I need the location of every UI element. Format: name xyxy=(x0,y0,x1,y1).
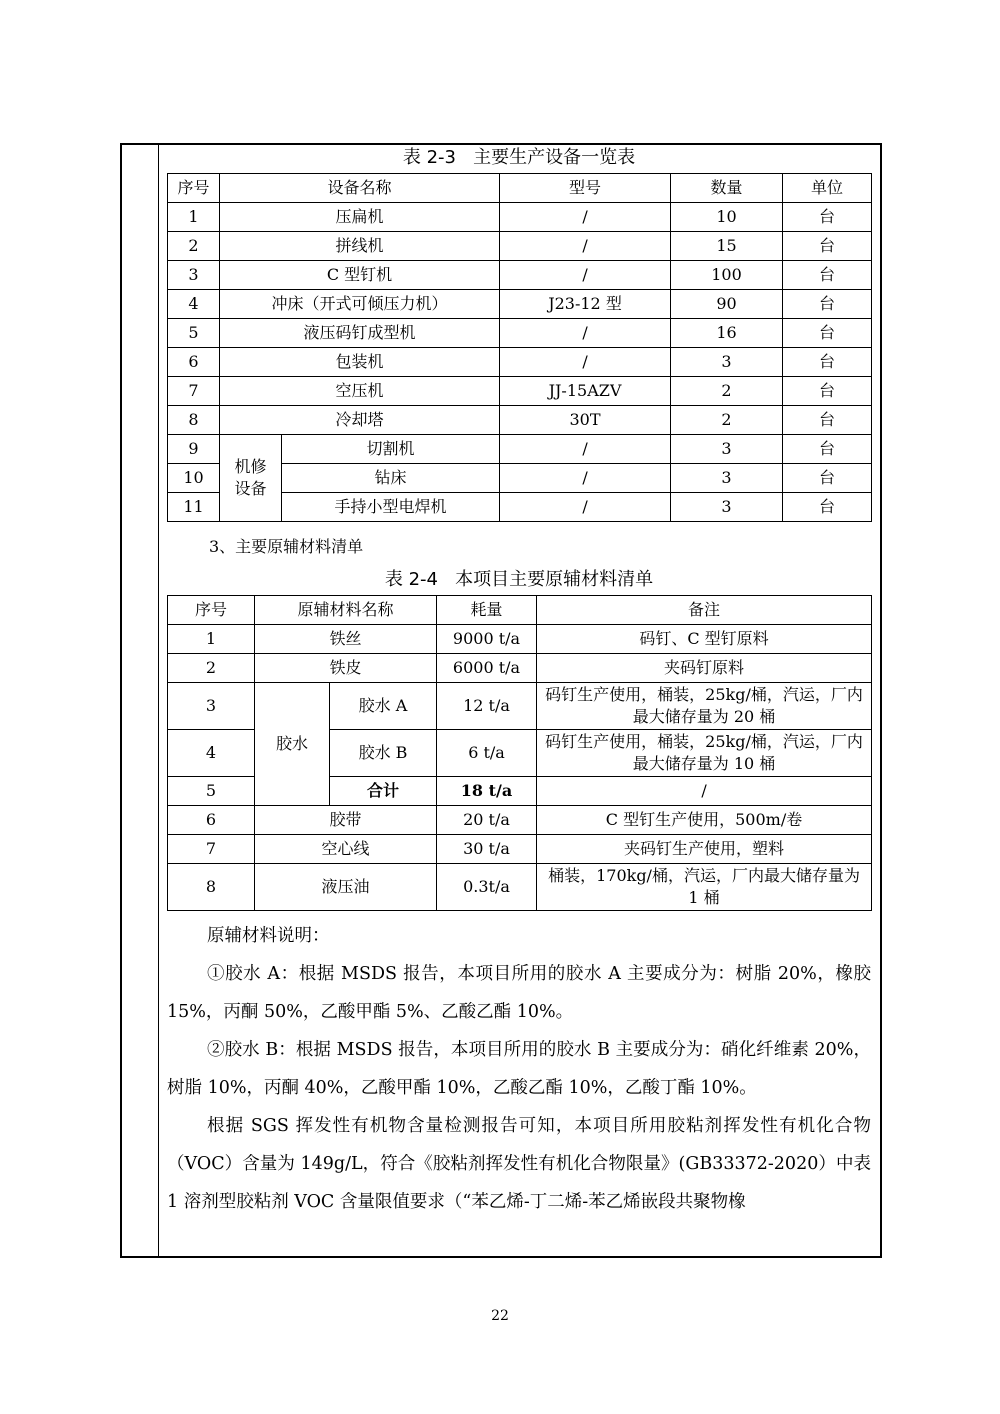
cell: 桶装，170kg/桶，汽运，厂内最大储存量为 1 桶 xyxy=(537,864,872,911)
cell: J23-12 型 xyxy=(500,290,671,319)
left-column-divider xyxy=(158,143,159,1258)
cell: 压扁机 xyxy=(220,203,500,232)
cell: JJ-15AZV xyxy=(500,377,671,406)
cell: 液压油 xyxy=(255,864,437,911)
cell: 11 xyxy=(168,493,220,522)
cell: 8 xyxy=(168,864,255,911)
cell: 30 t/a xyxy=(437,835,537,864)
table-row xyxy=(168,261,872,290)
cell: 台 xyxy=(783,348,872,377)
group-label-cell: 机修设备 xyxy=(220,435,282,522)
cell: 2 xyxy=(671,406,783,435)
cell: 6 xyxy=(168,348,220,377)
cell: 胶水 A xyxy=(330,683,437,730)
cell: 8 xyxy=(168,406,220,435)
header-cell: 型号 xyxy=(500,174,671,203)
table-row xyxy=(168,654,872,683)
cell: / xyxy=(500,232,671,261)
cell: 5 xyxy=(168,777,255,806)
cell: 7 xyxy=(168,377,220,406)
cell: 台 xyxy=(783,406,872,435)
cell: 0.3t/a xyxy=(437,864,537,911)
cell: 2 xyxy=(168,232,220,261)
cell: 台 xyxy=(783,261,872,290)
cell: 台 xyxy=(783,464,872,493)
cell: / xyxy=(537,777,872,806)
cell: 18 t/a xyxy=(437,777,537,806)
cell: 9 xyxy=(168,435,220,464)
cell: 合计 xyxy=(330,777,437,806)
cell: 3 xyxy=(168,683,255,730)
cell: 4 xyxy=(168,290,220,319)
table-2-3-caption: 表 2-3 主要生产设备一览表 xyxy=(402,147,636,168)
table-row xyxy=(168,835,872,864)
table-row xyxy=(168,290,872,319)
cell: 码钉生产使用，桶装，25kg/桶，汽运，厂内最大储存量为 10 桶 xyxy=(537,730,872,777)
cell: / xyxy=(500,435,671,464)
cell: 15 xyxy=(671,232,783,261)
table-row xyxy=(168,625,872,654)
table-row xyxy=(168,683,872,730)
cell: 3 xyxy=(671,348,783,377)
cell: / xyxy=(500,348,671,377)
table-header-row xyxy=(168,596,872,625)
cell: 90 xyxy=(671,290,783,319)
cell: / xyxy=(500,203,671,232)
notes-heading: 原辅材料说明： xyxy=(207,926,330,946)
cell: 铁丝 xyxy=(255,625,437,654)
header-cell: 序号 xyxy=(168,596,255,625)
cell: 夹码钉原料 xyxy=(537,654,872,683)
cell: 切割机 xyxy=(282,435,500,464)
page-number: 22 xyxy=(491,1308,509,1324)
note-glue-a: ①胶水 A：根据 MSDS 报告，本项目所用的胶水 A 主要成分为：树脂 20%，橡胶 15%，丙酮 50%，乙酸甲酯 5%、乙酸乙酯 10%。 xyxy=(167,964,871,1022)
header-cell: 单位 xyxy=(783,174,872,203)
cell: 胶水 B xyxy=(330,730,437,777)
cell: 5 xyxy=(168,319,220,348)
cell: / xyxy=(500,493,671,522)
cell: / xyxy=(500,464,671,493)
cell: 台 xyxy=(783,435,872,464)
cell: C 型钉机 xyxy=(220,261,500,290)
cell: 6000 t/a xyxy=(437,654,537,683)
cell: 夹码钉生产使用，塑料 xyxy=(537,835,872,864)
cell: 9000 t/a xyxy=(437,625,537,654)
cell: 钻床 xyxy=(282,464,500,493)
cell: 3 xyxy=(671,464,783,493)
cell: / xyxy=(500,261,671,290)
cell: 10 xyxy=(671,203,783,232)
section-heading: 3、主要原辅材料清单 xyxy=(209,537,364,556)
note-voc: 根据 SGS 挥发性有机物含量检测报告可知，本项目所用胶粘剂挥发性有机化合物（VOC）含量为 149g/L，符合《胶粘剂挥发性有机化合物限量》(GB33372-2020）中表 1 溶剂型胶粘剂 VOC 含量限值要求（“苯乙烯-丁二烯-苯乙烯嵌段共聚物橡 xyxy=(167,1116,871,1212)
cell: 20 t/a xyxy=(437,806,537,835)
header-cell: 原辅材料名称 xyxy=(255,596,437,625)
glue-group-cell: 胶水 xyxy=(255,683,330,806)
cell: 4 xyxy=(168,730,255,777)
header-cell: 设备名称 xyxy=(220,174,500,203)
table-row xyxy=(168,203,872,232)
cell: 10 xyxy=(168,464,220,493)
cell: 7 xyxy=(168,835,255,864)
cell: 台 xyxy=(783,290,872,319)
table-row xyxy=(168,435,872,464)
cell: 拼线机 xyxy=(220,232,500,261)
table-header-row xyxy=(168,174,872,203)
cell: 3 xyxy=(671,493,783,522)
table-row xyxy=(168,348,872,377)
cell: 30T xyxy=(500,406,671,435)
cell: 2 xyxy=(168,654,255,683)
materials-table xyxy=(167,595,872,911)
cell: 6 t/a xyxy=(437,730,537,777)
table-row xyxy=(168,406,872,435)
cell: 台 xyxy=(783,377,872,406)
cell: 3 xyxy=(168,261,220,290)
table-row xyxy=(168,319,872,348)
cell: 包装机 xyxy=(220,348,500,377)
cell: 2 xyxy=(671,377,783,406)
cell: 台 xyxy=(783,319,872,348)
equipment-table xyxy=(167,173,872,522)
cell: 码钉、C 型钉原料 xyxy=(537,625,872,654)
cell: 码钉生产使用，桶装，25kg/桶，汽运，厂内最大储存量为 20 桶 xyxy=(537,683,872,730)
cell: 冲床（开式可倾压力机） xyxy=(220,290,500,319)
cell: 液压码钉成型机 xyxy=(220,319,500,348)
table-row xyxy=(168,377,872,406)
cell: / xyxy=(500,319,671,348)
cell: 3 xyxy=(671,435,783,464)
document-body xyxy=(167,143,871,1221)
header-cell: 序号 xyxy=(168,174,220,203)
table-row xyxy=(168,864,872,911)
cell: 空心线 xyxy=(255,835,437,864)
header-cell: 耗量 xyxy=(437,596,537,625)
header-cell: 备注 xyxy=(537,596,872,625)
cell: 台 xyxy=(783,203,872,232)
cell: 冷却塔 xyxy=(220,406,500,435)
note-glue-b: ②胶水 B：根据 MSDS 报告，本项目所用的胶水 B 主要成分为：硝化纤维素 20%，树脂 10%，丙酮 40%，乙酸甲酯 10%，乙酸乙酯 10%，乙酸丁酯 10%。 xyxy=(167,1040,871,1098)
header-cell: 数量 xyxy=(671,174,783,203)
cell: 胶带 xyxy=(255,806,437,835)
table-2-4-caption: 表 2-4 本项目主要原辅材料清单 xyxy=(384,569,654,590)
cell: 铁皮 xyxy=(255,654,437,683)
cell: 16 xyxy=(671,319,783,348)
cell: 手持小型电焊机 xyxy=(282,493,500,522)
cell: 12 t/a xyxy=(437,683,537,730)
table-row xyxy=(168,806,872,835)
table-row xyxy=(168,232,872,261)
cell: 100 xyxy=(671,261,783,290)
cell: 台 xyxy=(783,232,872,261)
cell: 1 xyxy=(168,203,220,232)
cell: 1 xyxy=(168,625,255,654)
cell: 6 xyxy=(168,806,255,835)
cell: 台 xyxy=(783,493,872,522)
cell: C 型钉生产使用，500m/卷 xyxy=(537,806,872,835)
cell: 空压机 xyxy=(220,377,500,406)
